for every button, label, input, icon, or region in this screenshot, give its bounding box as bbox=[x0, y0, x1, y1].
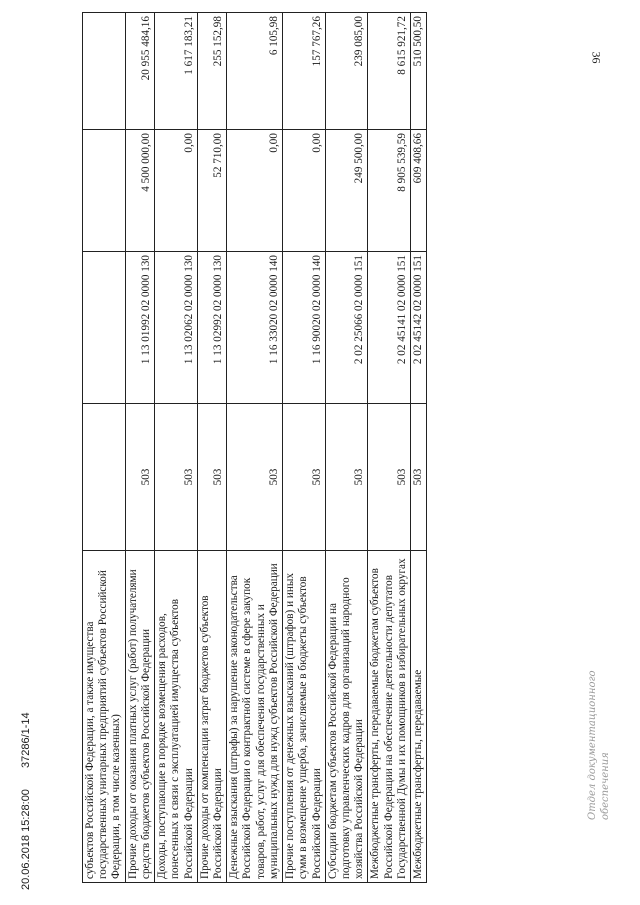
row-admin-code: 503 bbox=[125, 404, 154, 551]
row-amount-fact: 157 767,26 bbox=[283, 13, 326, 130]
row-name: субъектов Российской Федерации, а также имущества государственных унитарных предприятий субъектов Российской Федерации, в том числе казенных) bbox=[83, 551, 126, 883]
row-kbk: 1 13 01992 02 0000 130 bbox=[125, 252, 154, 404]
stamp-line-2: обеспечения bbox=[600, 752, 611, 820]
row-amount-fact: 510 500,50 bbox=[411, 13, 427, 130]
row-name: Доходы, поступающие в порядке возмещения расходов, понесенных в связи с эксплуатацией имущества субъектов Российской Федерации bbox=[155, 551, 198, 883]
footer bbox=[20, 470, 50, 890]
row-kbk: 2 02 25066 02 0000 151 bbox=[325, 252, 368, 404]
row-amount-plan: 249 500,00 bbox=[325, 130, 368, 252]
row-name: Денежные взыскания (штрафы) за нарушение законодательства Российской Федерации о контрактной системе в сфере закупок товаров, работ, услуг для обеспечения государственных и муниципальных нужд для нужд субъектов Российской Федерации bbox=[227, 551, 283, 883]
revenue-table bbox=[82, 12, 427, 883]
row-name: Прочие поступления от денежных взысканий (штрафов) и иных сумм в возмещение ущерба, зачисляемые в бюджеты субъектов Российской Федерации bbox=[283, 551, 326, 883]
row-amount-fact: 1 617 183,21 bbox=[155, 13, 198, 130]
table-row bbox=[197, 13, 226, 883]
row-amount-fact: 20 955 484,16 bbox=[125, 13, 154, 130]
department-stamp bbox=[586, 600, 626, 820]
row-amount-plan: 609 408,66 bbox=[411, 130, 427, 252]
row-admin-code: 503 bbox=[197, 404, 226, 551]
row-amount-plan: 0,00 bbox=[283, 130, 326, 252]
footer-doc-id: 37286/1-14 bbox=[20, 712, 32, 768]
table-row bbox=[325, 13, 368, 883]
row-amount-fact: 8 615 921,72 bbox=[368, 13, 411, 130]
page-number: 36 bbox=[589, 51, 604, 64]
row-kbk: 1 13 02992 02 0000 130 bbox=[197, 252, 226, 404]
table-row bbox=[227, 13, 283, 883]
row-kbk: 2 02 45141 02 0000 151 bbox=[368, 252, 411, 404]
table-row bbox=[368, 13, 411, 883]
row-amount-plan bbox=[83, 130, 126, 252]
row-kbk: 1 13 02062 02 0000 130 bbox=[155, 252, 198, 404]
row-name: Межбюджетные трансферты, передаваемые bbox=[411, 551, 427, 883]
table-row bbox=[283, 13, 326, 883]
row-name: Прочие доходы от оказания платных услуг (работ) получателями средств бюджетов субъектов Российской Федерации bbox=[125, 551, 154, 883]
table-row bbox=[83, 13, 126, 883]
row-kbk: 1 16 90020 02 0000 140 bbox=[283, 252, 326, 404]
row-admin-code bbox=[83, 404, 126, 551]
table-row bbox=[411, 13, 427, 883]
footer-date: 20.06.2018 15:28:00 bbox=[20, 789, 32, 890]
row-name: Субсидии бюджетам субъектов Российской Федерации на подготовку управленческих кадров для организаций народного хозяйства Российской Федерации bbox=[325, 551, 368, 883]
row-name: Прочие доходы от компенсации затрат бюджетов субъектов Российской Федерации bbox=[197, 551, 226, 883]
row-admin-code: 503 bbox=[411, 404, 427, 551]
row-kbk: 2 02 45142 02 0000 151 bbox=[411, 252, 427, 404]
row-amount-fact bbox=[83, 13, 126, 130]
row-amount-fact: 255 152,98 bbox=[197, 13, 226, 130]
row-amount-plan: 8 905 539,59 bbox=[368, 130, 411, 252]
report-table-wrapper bbox=[82, 16, 577, 883]
row-admin-code: 503 bbox=[283, 404, 326, 551]
row-amount-fact: 239 085,00 bbox=[325, 13, 368, 130]
table-row bbox=[125, 13, 154, 883]
row-amount-plan: 0,00 bbox=[155, 130, 198, 252]
row-admin-code: 503 bbox=[325, 404, 368, 551]
row-admin-code: 503 bbox=[227, 404, 283, 551]
row-kbk: 1 16 33020 02 0000 140 bbox=[227, 252, 283, 404]
table-row bbox=[155, 13, 198, 883]
row-amount-plan: 52 710,00 bbox=[197, 130, 226, 252]
row-admin-code: 503 bbox=[368, 404, 411, 551]
row-admin-code: 503 bbox=[155, 404, 198, 551]
row-name: Межбюджетные трансферты, передаваемые бюджетам субъектов Российской Федерации на обеспечение деятельности депутатов Государственной Думы и их помощников в избирательных округах bbox=[368, 551, 411, 883]
row-amount-plan: 4 500 000,00 bbox=[125, 130, 154, 252]
row-amount-plan: 0,00 bbox=[227, 130, 283, 252]
stamp-line-1: Отдел документационного bbox=[587, 670, 598, 820]
row-kbk bbox=[83, 252, 126, 404]
row-amount-fact: 6 105,98 bbox=[227, 13, 283, 130]
